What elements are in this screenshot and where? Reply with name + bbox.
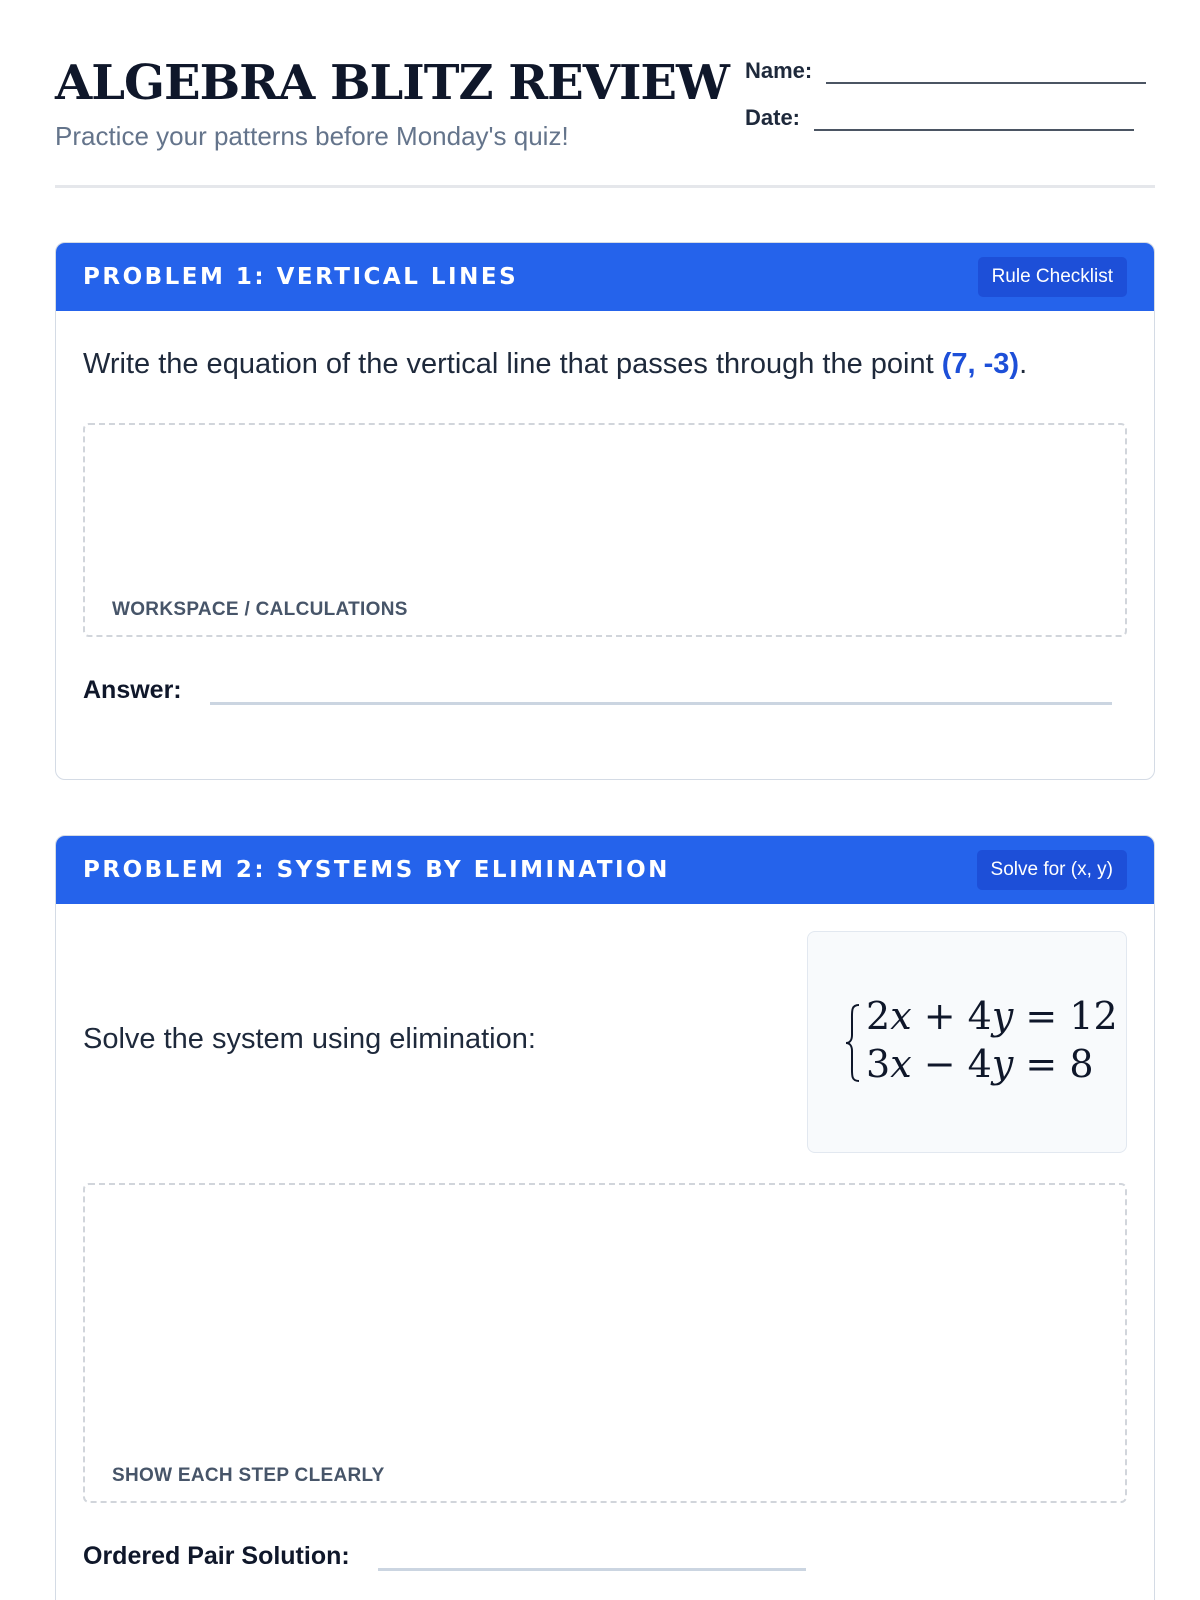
eq1-coef-y: 4 (967, 994, 992, 1038)
problem-1-prompt-end: . (1019, 348, 1028, 380)
equation-1: 2x + 4y = 12 (866, 994, 1118, 1038)
name-field[interactable] (826, 56, 1146, 84)
problem-2-answer-row (83, 1539, 1127, 1571)
equation-2: 3x − 4y = 8 (866, 1042, 1094, 1086)
eq2-rhs: 8 (1069, 1042, 1094, 1086)
ordered-pair-field[interactable] (378, 1539, 806, 1571)
workspace-label: SHOW EACH STEP CLEARLY (112, 1465, 385, 1486)
workspace-label: WORKSPACE / CALCULATIONS (112, 599, 408, 620)
eq2-coef-y: 4 (967, 1042, 992, 1086)
answer-field[interactable] (210, 673, 1112, 705)
problem-1-prompt (83, 341, 1103, 387)
eq1-rhs: 12 (1069, 994, 1118, 1038)
name-label: Name: (745, 58, 813, 83)
eq2-var-y: y (991, 1042, 1014, 1086)
problem-1-answer-row (83, 673, 1127, 705)
problem-2-title: PROBLEM 2: SYSTEMS BY ELIMINATION (83, 857, 670, 883)
worksheet-page (55, 0, 1155, 1600)
problem-2-header (56, 836, 1154, 904)
eq1-coef-x: 2 (866, 994, 891, 1038)
page-subtitle: Practice your patterns before Monday's quiz! (55, 121, 569, 151)
problem-1-body (56, 341, 1154, 705)
problem-2-workspace[interactable] (83, 1183, 1127, 1503)
equation-system-box (807, 931, 1127, 1153)
eq2-var-x: x (890, 1042, 912, 1086)
date-row (745, 103, 1134, 131)
eq1-operator: + (923, 994, 956, 1038)
problem-2-top (83, 931, 1127, 1153)
date-field[interactable] (814, 103, 1134, 131)
problem-1-card (55, 242, 1155, 780)
problem-2-prompt: Solve the system using elimination: (83, 1023, 536, 1055)
eq1-var-y: y (991, 994, 1014, 1038)
date-label: Date: (745, 105, 801, 130)
problem-1-header (56, 243, 1154, 311)
eq1-var-x: x (890, 994, 912, 1038)
point-highlight: (7, -3) (941, 348, 1020, 380)
problem-1-workspace[interactable] (83, 423, 1127, 637)
eq2-operator: − (923, 1042, 956, 1086)
problem-2-body (56, 931, 1154, 1571)
eq2-coef-x: 3 (866, 1042, 891, 1086)
answer-label: Answer: (83, 676, 182, 704)
name-row (745, 56, 1146, 84)
problem-2-card (55, 835, 1155, 1600)
ordered-pair-label: Ordered Pair Solution: (83, 1542, 350, 1570)
problem-1-title: PROBLEM 1: VERTICAL LINES (83, 264, 519, 290)
problem-1-prompt-text: Write the equation of the vertical line that passes through the point (83, 348, 942, 380)
solve-for-badge: Solve for (x, y) (977, 850, 1127, 890)
worksheet-header (55, 0, 1155, 188)
page-title: ALGEBRA BLITZ REVIEW (55, 55, 729, 111)
brace-icon (844, 1003, 862, 1083)
rule-checklist-badge: Rule Checklist (978, 257, 1127, 297)
